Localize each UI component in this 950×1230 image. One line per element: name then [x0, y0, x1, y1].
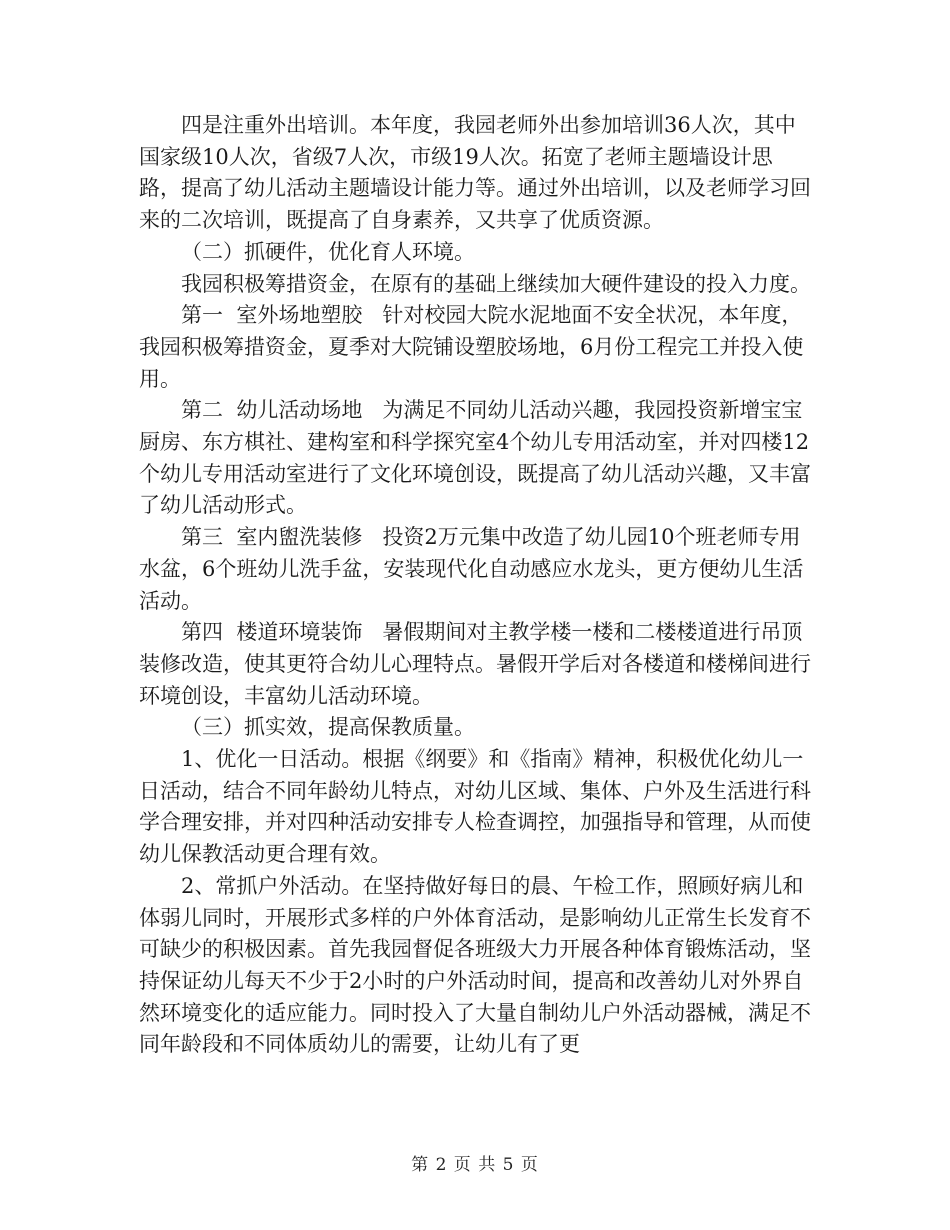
section-heading-hardware: （二）抓硬件，优化育人环境。: [181, 239, 475, 264]
paragraph-outdoor-rubber-ground: 第一 室外场地塑胶 针对校园大院水泥地面不安全状况，本年度，我园积极筹措资金，夏季对大院铺设塑胶场地，6月份工程完工并投入使用。: [139, 303, 804, 391]
page-number-footer: 第 2 页 共 5 页: [411, 1155, 539, 1175]
paragraph-washroom-renovation: 第三 室内盥洗装修 投资2万元集中改造了幼儿园10个班老师专用水盆，6个班幼儿洗手盆，安装现代化自动感应水龙头，更方便幼儿生活活动。: [139, 525, 804, 613]
document-body: [139, 110, 811, 1061]
paragraph-external-training: 四是注重外出培训。本年度，我园老师外出参加培训36人次，其中国家级10人次，省级7人次，市级19人次。拓宽了老师主题墙设计思路，提高了幼儿活动主题墙设计能力等。通过外出培训，以及老师学习回来的二次培训，既提高了自身素养，又共享了优质资源。: [139, 113, 811, 233]
section-heading-quality: （三）抓实效，提高保教质量。: [181, 715, 475, 740]
paragraph-outdoor-activities: 2、常抓户外活动。在坚持做好每日的晨、午检工作，照顾好病儿和体弱儿同时，开展形式多样的户外体育活动，是影响幼儿正常生长发育不可缺少的积极因素。首先我园督促各班级大力开展各种体育锻炼活动，坚持保证幼儿每天不少于2小时的户外活动时间，提高和改善幼儿对外界自然环境变化的适应能力。同时投入了大量自制幼儿户外活动器械，满足不同年龄段和不同体质幼儿的需要，让幼儿有了更: [139, 873, 811, 1057]
paragraph-funding: 我园积极筹措资金，在原有的基础上继续加大硬件建设的投入力度。: [181, 271, 811, 296]
paragraph-corridor-decoration: 第四 楼道环境装饰 暑假期间对主教学楼一楼和二楼楼道进行吊顶装修改造，使其更符合幼儿心理特点。暑假开学后对各楼道和楼梯间进行环境创设，丰富幼儿活动环境。: [139, 620, 811, 708]
paragraph-activity-rooms: 第二 幼儿活动场地 为满足不同幼儿活动兴趣，我园投资新增宝宝厨房、东方棋社、建构室和科学探究室4个幼儿专用活动室，并对四楼12个幼儿专用活动室进行了文化环境创设，既提高了幼儿活动兴趣，又丰富了幼儿活动形式。: [139, 398, 811, 518]
paragraph-daily-activities: 1、优化一日活动。根据《纲要》和《指南》精神，积极优化幼儿一日活动，结合不同年龄幼儿特点，对幼儿区域、集体、户外及生活进行科学合理安排，并对四种活动安排专人检查调控，加强指导和管理，从而使幼儿保教活动更合理有效。: [139, 747, 811, 867]
